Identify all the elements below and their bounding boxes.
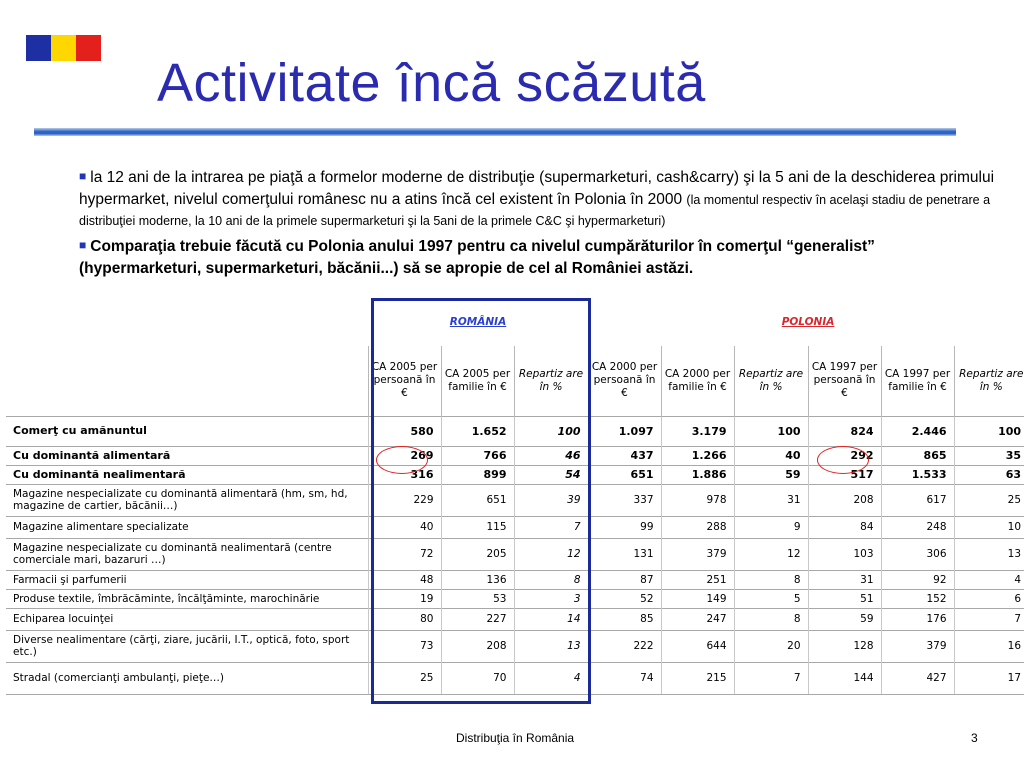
table-cell: 17 [954, 662, 1024, 694]
table-cell: 899 [441, 465, 514, 484]
table-cell: 288 [661, 516, 734, 538]
bullet-text: la 12 ani de la intrarea pe piaţă a formelor moderne de distribuţie (supermarketuri, cash&carry) şi la 5 ani de la deschiderea primului hypermarket, nivelul comerţului românesc nu a atins încă cel existent în Polonia în 2000 [79, 169, 995, 208]
table-cell: 247 [661, 608, 734, 630]
table-cell: 63 [954, 465, 1024, 484]
table-cell: 72 [368, 538, 441, 570]
table-row [6, 446, 1024, 465]
table-row [6, 416, 1024, 446]
table-cell: 100 [954, 416, 1024, 446]
table-cell: 176 [881, 608, 954, 630]
table-cell: 12 [514, 538, 588, 570]
table-cell: 85 [588, 608, 661, 630]
table-cell: 222 [588, 630, 661, 662]
table-cell: 651 [588, 465, 661, 484]
table-cell: 437 [588, 446, 661, 465]
bullet-item [79, 236, 994, 279]
bullet-square-icon: ■ [79, 169, 87, 183]
table-row [6, 538, 1024, 570]
table-cell: 136 [441, 570, 514, 589]
table-cell: 517 [808, 465, 881, 484]
table-cell: 35 [954, 446, 1024, 465]
row-label: Echiparea locuinţei [6, 608, 368, 630]
table-cell: 115 [441, 516, 514, 538]
slide-title: Activitate încă scăzută [157, 53, 706, 113]
bullet-note: (la momentul respectiv în acelaşi stadiu de penetrare a distribuţiei moderne, la 10 ani de la primele supermarketuri şi la 5ani de la primele C&C şi hypermarketuri) [79, 193, 991, 228]
table-cell: 92 [881, 570, 954, 589]
row-label: Magazine nespecializate cu dominantă nealimentară (centre comerciale mari, bazaruri …) [6, 538, 368, 570]
table-body [6, 416, 1024, 694]
table-cell: 51 [808, 589, 881, 608]
flag-stripe-blue [26, 35, 51, 61]
table-cell: 3 [514, 589, 588, 608]
table-cell: 248 [881, 516, 954, 538]
table-cell: 306 [881, 538, 954, 570]
table-row [6, 516, 1024, 538]
table-cell: 7 [514, 516, 588, 538]
table-cell: 251 [661, 570, 734, 589]
row-label: Magazine nespecializate cu dominantă alimentară (hm, sm, hd, magazine de cartier, băcănii…) [6, 484, 368, 516]
table-cell: 70 [441, 662, 514, 694]
table-cell: 144 [808, 662, 881, 694]
table-cell: 10 [954, 516, 1024, 538]
flag-stripe-yellow [51, 35, 76, 61]
table-cell: 80 [368, 608, 441, 630]
table-cell: 25 [368, 662, 441, 694]
group-header-romania: ROMÂNIA [449, 316, 507, 328]
table-cell: 8 [514, 570, 588, 589]
table-cell: 100 [734, 416, 808, 446]
title-underline [34, 128, 956, 136]
table-cell: 54 [514, 465, 588, 484]
table-cell: 40 [734, 446, 808, 465]
table-cell: 39 [514, 484, 588, 516]
table-cell: 14 [514, 608, 588, 630]
table-cell: 229 [368, 484, 441, 516]
table-cell: 16 [954, 630, 1024, 662]
table-row [6, 630, 1024, 662]
table-cell: 59 [808, 608, 881, 630]
row-label: Stradal (comercianţi ambulanţi, pieţe…) [6, 662, 368, 694]
table-cell: 379 [881, 630, 954, 662]
table-cell: 4 [514, 662, 588, 694]
table-cell: 52 [588, 589, 661, 608]
table-cell: 9 [734, 516, 808, 538]
header-empty-cell [6, 298, 368, 346]
bullet-text: Comparaţia trebuie făcută cu Polonia anului 1997 pentru ca nivelul cumpărăturilor în comerţul “generalist” (hypermarketuri, supermarketuri, băcănii...) să se apropie de cel al României astăzi. [79, 238, 875, 277]
romanian-flag [26, 35, 101, 61]
table-cell: 617 [881, 484, 954, 516]
table-cell: 20 [734, 630, 808, 662]
table-cell: 19 [368, 589, 441, 608]
table-cell: 2.446 [881, 416, 954, 446]
table-cell: 128 [808, 630, 881, 662]
column-header: CA 1997 per persoană în € [808, 346, 881, 416]
table-cell: 31 [734, 484, 808, 516]
table-cell: 208 [808, 484, 881, 516]
table-cell: 215 [661, 662, 734, 694]
table-row [6, 608, 1024, 630]
column-header: Repartiz are în % [954, 346, 1024, 416]
column-header: Repartiz are în % [514, 346, 588, 416]
group-header-polonia: POLONIA [781, 316, 835, 328]
column-header: CA 2000 per persoană în € [588, 346, 661, 416]
table-cell: 31 [808, 570, 881, 589]
table-cell: 580 [368, 416, 441, 446]
row-label: Produse textile, îmbrăcăminte, încălţăminte, marochinărie [6, 589, 368, 608]
table-cell: 6 [954, 589, 1024, 608]
table-cell: 74 [588, 662, 661, 694]
table-cell: 87 [588, 570, 661, 589]
footer-text: Distribuţia în România [456, 731, 575, 745]
table-cell: 1.652 [441, 416, 514, 446]
table-row [6, 484, 1024, 516]
table-cell: 1.097 [588, 416, 661, 446]
table-cell: 865 [881, 446, 954, 465]
table-cell: 269 [368, 446, 441, 465]
table-cell: 427 [881, 662, 954, 694]
table-cell: 100 [514, 416, 588, 446]
table-cell: 208 [441, 630, 514, 662]
bullet-list [79, 167, 994, 284]
table-row [6, 662, 1024, 694]
table-cell: 13 [954, 538, 1024, 570]
row-label: Diverse nealimentare (cărţi, ziare, jucării, I.T., optică, foto, sport etc.) [6, 630, 368, 662]
table-cell: 316 [368, 465, 441, 484]
table-cell: 1.886 [661, 465, 734, 484]
table-cell: 131 [588, 538, 661, 570]
table-cell: 3.179 [661, 416, 734, 446]
table-row [6, 465, 1024, 484]
table-cell: 152 [881, 589, 954, 608]
table-row [6, 589, 1024, 608]
table-cell: 25 [954, 484, 1024, 516]
column-header: CA 1997 per familie în € [881, 346, 954, 416]
table-cell: 8 [734, 570, 808, 589]
table-cell: 651 [441, 484, 514, 516]
row-label: Magazine alimentare specializate [6, 516, 368, 538]
table-cell: 379 [661, 538, 734, 570]
table-cell: 53 [441, 589, 514, 608]
table-cell: 766 [441, 446, 514, 465]
table-cell: 205 [441, 538, 514, 570]
table-group-header [6, 298, 1024, 346]
column-header: CA 2005 per familie în € [441, 346, 514, 416]
table-cell: 84 [808, 516, 881, 538]
table-cell: 227 [441, 608, 514, 630]
row-label: Comerţ cu amănuntul [6, 416, 368, 446]
bullet-item [79, 167, 994, 231]
table-cell: 73 [368, 630, 441, 662]
table-cell: 40 [368, 516, 441, 538]
bullet-square-icon: ■ [79, 238, 87, 252]
row-label: Farmacii şi parfumerii [6, 570, 368, 589]
column-header: CA 2000 per familie în € [661, 346, 734, 416]
comparison-table [6, 298, 1024, 695]
header-empty-cell [6, 346, 368, 416]
table-column-header [6, 346, 1024, 416]
column-header: Repartiz are în % [734, 346, 808, 416]
table-cell: 824 [808, 416, 881, 446]
table-cell: 7 [954, 608, 1024, 630]
table-cell: 337 [588, 484, 661, 516]
table-cell: 149 [661, 589, 734, 608]
table-cell: 48 [368, 570, 441, 589]
table-cell: 1.533 [881, 465, 954, 484]
table-cell: 7 [734, 662, 808, 694]
table-cell: 1.266 [661, 446, 734, 465]
table-cell: 644 [661, 630, 734, 662]
table-cell: 5 [734, 589, 808, 608]
table-cell: 978 [661, 484, 734, 516]
row-label: Cu dominantă nealimentară [6, 465, 368, 484]
table-cell: 4 [954, 570, 1024, 589]
table-cell: 46 [514, 446, 588, 465]
column-header: CA 2005 per persoană în € [368, 346, 441, 416]
comparison-table-container [6, 298, 1022, 708]
table-cell: 292 [808, 446, 881, 465]
table-cell: 59 [734, 465, 808, 484]
table-cell: 8 [734, 608, 808, 630]
table-cell: 103 [808, 538, 881, 570]
table-cell: 13 [514, 630, 588, 662]
row-label: Cu dominantă alimentară [6, 446, 368, 465]
page-number: 3 [971, 731, 978, 745]
table-cell: 12 [734, 538, 808, 570]
table-row [6, 570, 1024, 589]
table-cell: 99 [588, 516, 661, 538]
flag-stripe-red [76, 35, 101, 61]
